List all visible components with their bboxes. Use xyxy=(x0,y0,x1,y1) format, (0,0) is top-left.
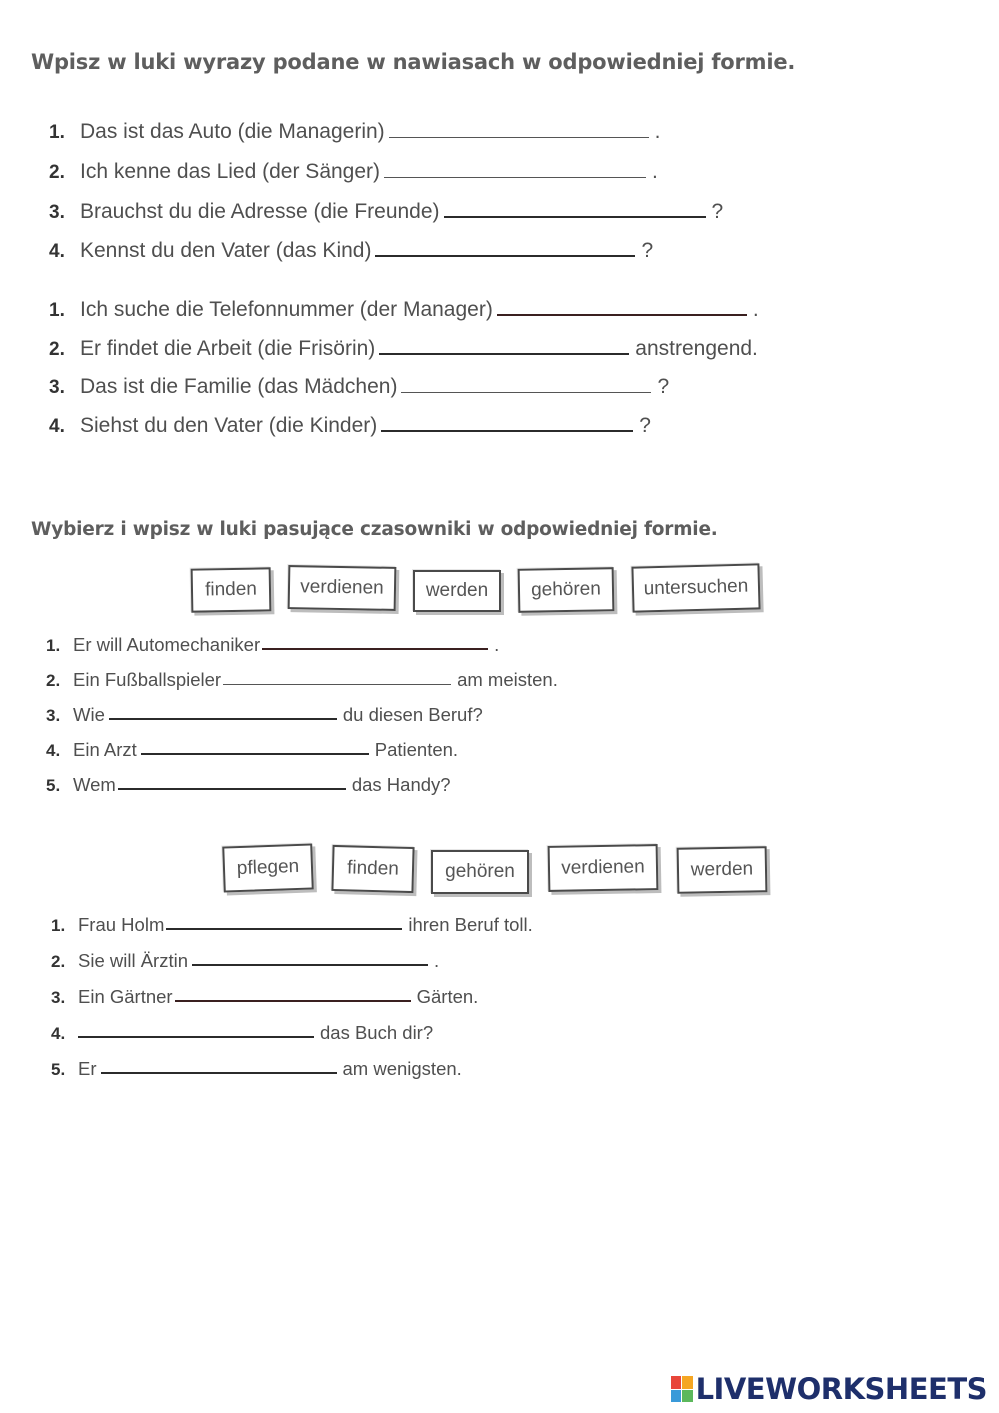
item-number: 2. xyxy=(46,671,61,690)
item-ending: anstrengend. xyxy=(635,337,758,360)
section1-instruction: Wpisz w luki wyrazy podane w nawiasach w odpowiedniej formie. xyxy=(31,50,796,74)
answer-blank[interactable] xyxy=(192,964,428,966)
item-ending: ? xyxy=(657,375,670,398)
item-ending: ? xyxy=(639,414,651,437)
item-number: 4. xyxy=(49,416,65,437)
answer-blank[interactable] xyxy=(384,177,646,178)
answer-blank[interactable] xyxy=(375,255,635,257)
brand-name: LIVEWORKSHEETS xyxy=(695,1372,987,1406)
item-text: Er will Automechaniker xyxy=(73,634,261,655)
item-ending: . xyxy=(752,298,759,321)
answer-blank[interactable] xyxy=(379,353,629,355)
word-chip-verdienen[interactable]: verdienen xyxy=(288,565,397,611)
item-number: 1. xyxy=(46,636,61,655)
item-ending: . xyxy=(494,634,500,655)
item-number: 5. xyxy=(46,776,61,795)
exercise1a-item-1 xyxy=(49,114,661,144)
item-ending: ? xyxy=(711,200,724,223)
answer-blank[interactable] xyxy=(101,1072,337,1074)
item-ending: das Handy? xyxy=(351,774,451,795)
item-number: 2. xyxy=(49,162,65,183)
exercise1b-item-3 xyxy=(49,369,669,399)
exercise1b-item-4 xyxy=(49,408,651,438)
answer-blank[interactable] xyxy=(497,314,747,316)
item-text: Er findet die Arbeit (die Frisörin) xyxy=(80,337,376,360)
item-text: Frau Holm xyxy=(78,914,165,935)
exercise2a-item-5 xyxy=(46,766,451,796)
logo-square-blue xyxy=(671,1390,682,1403)
word-chip-werden[interactable]: werden xyxy=(677,846,768,894)
item-number: 1. xyxy=(49,300,65,321)
item-text: Brauchst du die Adresse (die Freunde) xyxy=(80,200,440,223)
item-ending: . xyxy=(654,120,661,143)
exercise1a-item-3 xyxy=(49,194,723,224)
answer-blank[interactable] xyxy=(78,1036,314,1038)
item-ending: . xyxy=(434,950,440,971)
answer-blank[interactable] xyxy=(401,392,651,393)
answer-blank[interactable] xyxy=(444,216,706,218)
answer-blank[interactable] xyxy=(389,137,649,138)
section2-instruction: Wybierz i wpisz w luki pasujące czasowniki w odpowiedniej formie. xyxy=(31,519,718,540)
word-chip-verdienen[interactable]: verdienen xyxy=(548,844,659,892)
item-number: 1. xyxy=(51,916,66,935)
item-text: Wie xyxy=(73,704,105,725)
answer-blank[interactable] xyxy=(166,928,402,930)
answer-blank[interactable] xyxy=(381,430,633,432)
exercise1a-item-2 xyxy=(49,154,658,184)
item-text: Ein Arzt xyxy=(73,739,137,760)
word-chip-werden[interactable]: werden xyxy=(413,570,501,612)
item-number: 3. xyxy=(51,988,66,1007)
item-number: 4. xyxy=(49,241,65,262)
item-ending: Patienten. xyxy=(374,739,459,760)
answer-blank[interactable] xyxy=(262,648,488,650)
item-text: Sie will Ärztin xyxy=(78,950,188,971)
item-ending: du diesen Beruf? xyxy=(342,704,483,725)
answer-blank[interactable] xyxy=(141,753,369,755)
item-text: Ein Gärtner xyxy=(78,986,173,1007)
answer-blank[interactable] xyxy=(175,1000,411,1002)
word-chip-gehoren[interactable]: gehören xyxy=(518,567,615,613)
item-text: Er xyxy=(78,1058,97,1079)
answer-blank[interactable] xyxy=(118,788,346,790)
item-text: Das ist das Auto (die Managerin) xyxy=(80,120,385,143)
item-ending: ihren Beruf toll. xyxy=(408,914,533,935)
logo-square-orange xyxy=(682,1376,693,1389)
liveworksheets-logo-icon xyxy=(671,1376,693,1402)
item-number: 3. xyxy=(46,706,61,725)
item-number: 4. xyxy=(51,1024,66,1043)
item-number: 3. xyxy=(49,377,65,398)
item-number: 3. xyxy=(49,202,65,223)
item-text: Ich kenne das Lied (der Sänger) xyxy=(80,160,381,183)
word-chip-finden[interactable]: finden xyxy=(331,845,414,893)
item-text: Kennst du den Vater (das Kind) xyxy=(80,239,372,262)
word-chip-untersuchen[interactable]: untersuchen xyxy=(631,563,760,612)
exercise2b-item-4 xyxy=(51,1014,433,1044)
item-ending: Gärten. xyxy=(416,986,479,1007)
item-number: 2. xyxy=(49,339,65,360)
item-number: 1. xyxy=(49,122,65,143)
exercise1b-item-2 xyxy=(49,331,758,361)
item-ending: . xyxy=(652,160,658,183)
exercise2a-item-3 xyxy=(46,696,483,726)
exercise2b-item-2 xyxy=(51,942,439,972)
item-ending: am meisten. xyxy=(457,669,558,690)
logo-square-green xyxy=(682,1390,693,1403)
item-ending: am wenigsten. xyxy=(342,1058,462,1079)
exercise2b-item-3 xyxy=(51,978,478,1008)
item-text: Siehst du den Vater (die Kinder) xyxy=(80,414,378,437)
exercise1b-item-1 xyxy=(49,292,759,322)
answer-blank[interactable] xyxy=(223,684,451,685)
item-text: Das ist die Familie (das Mädchen) xyxy=(80,375,398,398)
item-text: Wem xyxy=(73,774,116,795)
item-number: 5. xyxy=(51,1060,66,1079)
exercise2b-item-5 xyxy=(51,1050,462,1080)
item-text: Ein Fußballspieler xyxy=(73,669,222,690)
item-text: Ich suche die Telefonnummer (der Manager) xyxy=(80,298,493,321)
item-ending: das Buch dir? xyxy=(320,1022,434,1043)
item-number: 2. xyxy=(51,952,66,971)
item-ending: ? xyxy=(641,239,654,262)
exercise2b-item-1 xyxy=(51,906,533,936)
word-chip-pflegen[interactable]: pflegen xyxy=(222,843,314,892)
exercise2a-item-4 xyxy=(46,731,458,761)
exercise2a-item-2 xyxy=(46,661,558,691)
exercise2a-item-1 xyxy=(46,626,499,656)
item-number: 4. xyxy=(46,741,61,760)
answer-blank[interactable] xyxy=(109,718,337,720)
liveworksheets-brand xyxy=(671,1372,987,1406)
word-chip-finden[interactable]: finden xyxy=(191,567,272,612)
exercise1a-item-4 xyxy=(49,233,653,263)
word-chip-gehoren[interactable]: gehören xyxy=(431,850,529,894)
logo-square-red xyxy=(671,1376,682,1389)
